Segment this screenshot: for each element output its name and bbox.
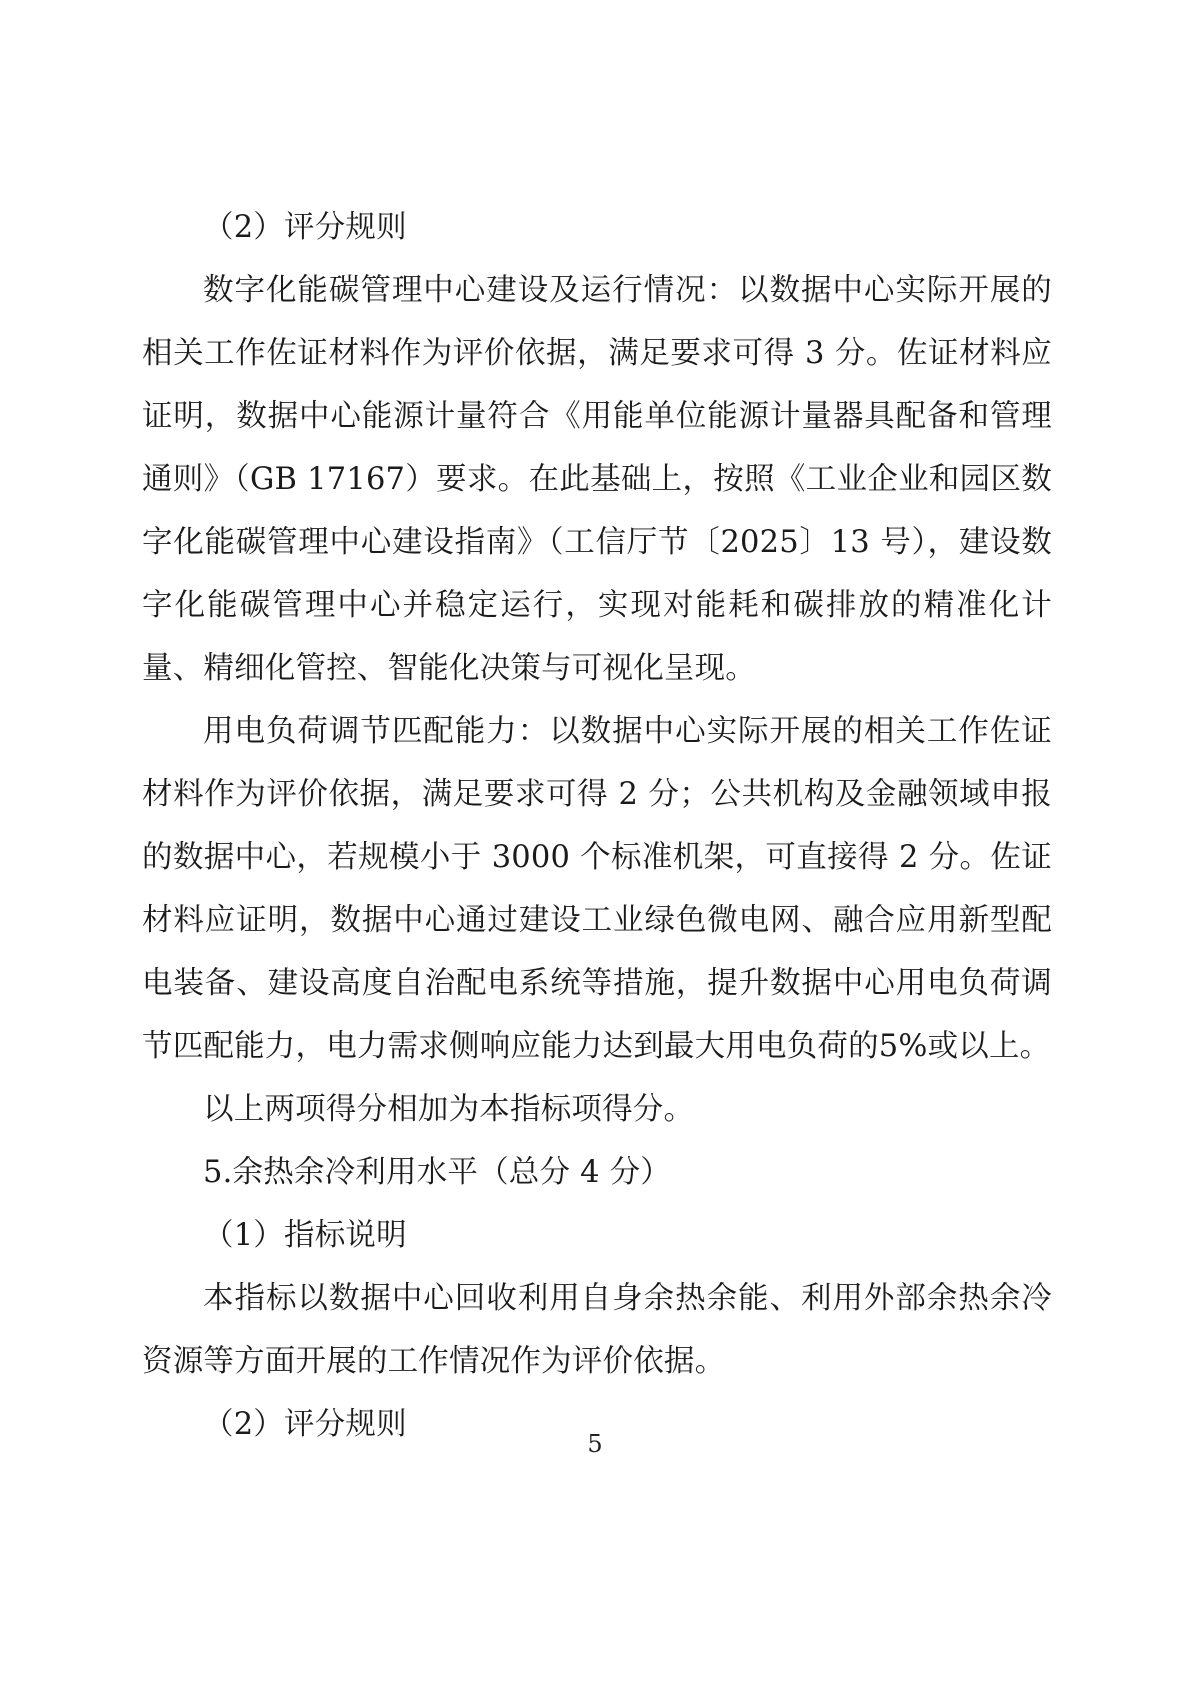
page-body: [142, 196, 1052, 1456]
paragraph-sum-of-two-items: 以上两项得分相加为本指标项得分。: [203, 1092, 695, 1127]
paragraph-digital-energy-carbon-center: 数字化能碳管理中心建设及运行情况：以数据中心实际开展的相关工作佐证材料作为评价依据，满足要求可得 3 分。佐证材料应证明，数据中心能源计量符合《用能单位能源计量器具配备和管理通则》（GB 17167）要求。在此基础上，按照《工业企业和园区数字化能碳管理中心建设指南》（工信厅节〔2025〕13 号），建设数字化能碳管理中心并稳定运行，实现对能耗和碳排放的精准化计量、精细化管控、智能化决策与可视化呈现。: [142, 273, 1052, 686]
heading-section-5-waste-heat: 5.余热余冷利用水平（总分 4 分）: [203, 1155, 671, 1190]
paragraph-indicator-description-body: 本指标以数据中心回收利用自身余热余能、利用外部余热余冷资源等方面开展的工作情况作为评价依据。: [142, 1281, 1052, 1379]
page-number: 5: [587, 1430, 603, 1458]
paragraph-power-load-regulation: 用电负荷调节匹配能力：以数据中心实际开展的相关工作佐证材料作为评价依据，满足要求可得 2 分；公共机构及金融领域申报的数据中心，若规模小于 3000 个标准机架，可直接得 2 分。佐证材料应证明，数据中心通过建设工业绿色微电网、融合应用新型配电装备、建设高度自治配电系统等措施，提升数据中心用电负荷调节匹配能力，电力需求侧响应能力达到最大用电负荷的5%或以上。: [142, 714, 1052, 1064]
heading-indicator-description: （1）指标说明: [203, 1218, 407, 1253]
heading-scoring-rules-2: （2）评分规则: [203, 1407, 407, 1442]
heading-scoring-rules-1: （2）评分规则: [203, 210, 407, 245]
